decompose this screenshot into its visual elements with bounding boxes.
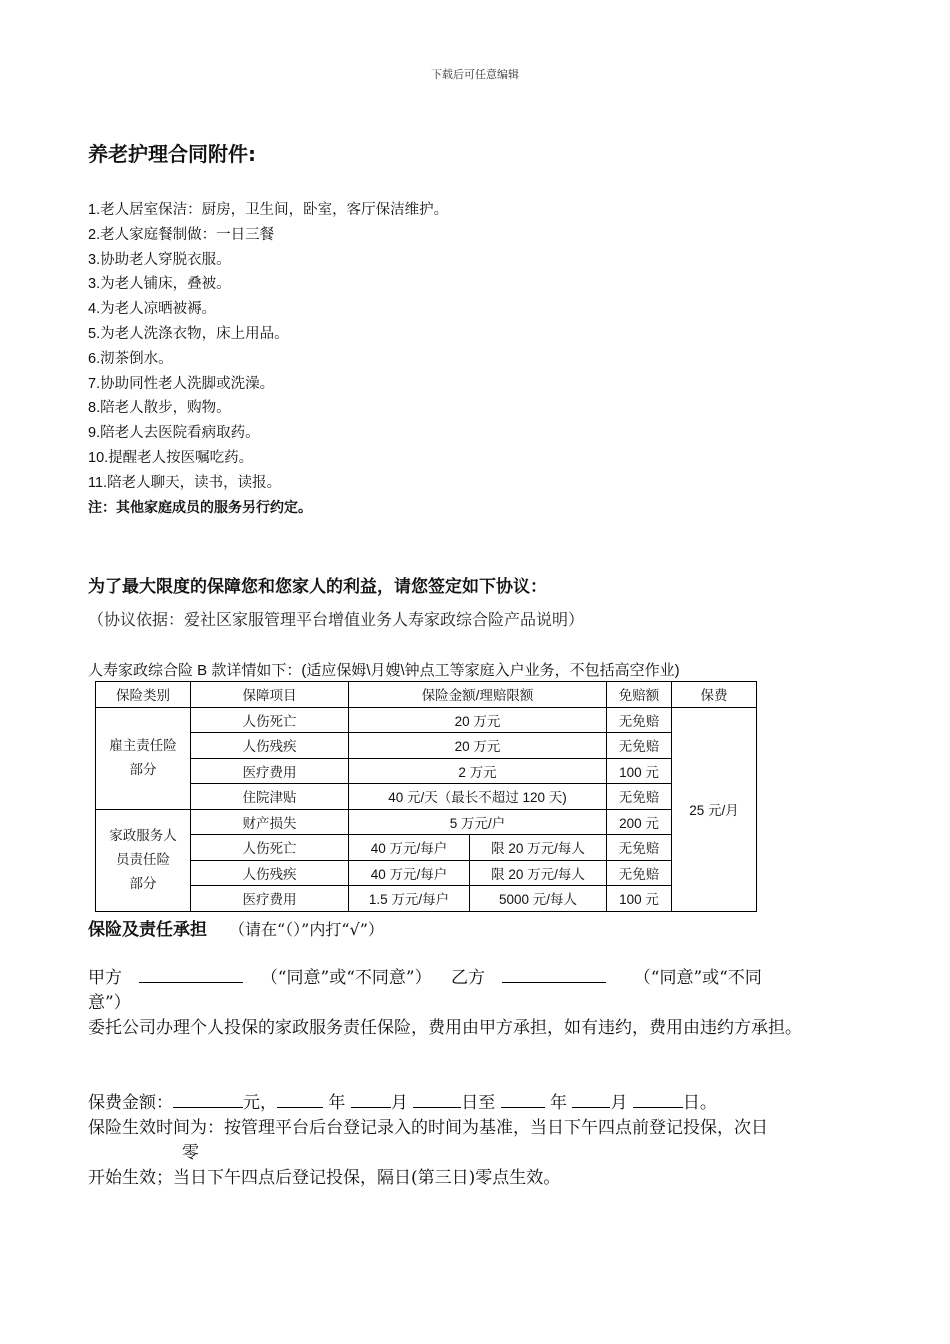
list-item: 9.陪老人去医院看病取药。	[88, 425, 260, 442]
list-item: 7.协助同性老人洗脚或洗澡。	[88, 375, 275, 392]
category-cell: 雇主责任险 部分	[96, 707, 191, 809]
table-row	[96, 835, 757, 861]
table-cell: 无免赔	[607, 784, 672, 810]
table-row	[96, 707, 757, 733]
end-year-blank[interactable]	[501, 1091, 545, 1108]
list-item: 3.为老人铺床，叠被。	[88, 276, 231, 293]
amount-blank[interactable]	[173, 1091, 243, 1108]
section-title-text: 保险及责任承担	[88, 920, 207, 940]
table-row	[96, 886, 757, 912]
table-row	[96, 809, 757, 835]
party-a-consent: （“同意”或“不同意”）	[260, 968, 432, 988]
header-cell: 免赔额	[607, 682, 672, 708]
party-b-blank[interactable]	[502, 966, 606, 983]
section-instruction: （请在“（）”内打“√”）	[229, 920, 384, 939]
table-row	[96, 784, 757, 810]
table-cell: 100 元	[607, 886, 672, 912]
list-item: 4.为老人凉晒被褥。	[88, 301, 217, 318]
effective-time-line-2: 开始生效；当日下午四点后登记投保，隔日(第三日)零点生效。	[88, 1168, 561, 1188]
table-cell: 人伤死亡	[191, 707, 349, 733]
end-day-blank[interactable]	[633, 1091, 683, 1108]
note-text: 注：其他家庭成员的服务另行约定。	[88, 499, 312, 516]
commission-text: 委托公司办理个人投保的家政服务责任保险，费用由甲方承担，如有违约，费用由违约方承担。	[88, 1018, 802, 1038]
table-cell: 医疗费用	[191, 758, 349, 784]
table-cell: 人伤残疾	[191, 733, 349, 759]
table-row	[96, 860, 757, 886]
table-cell: 40 万元/每户	[349, 835, 470, 861]
start-day-blank[interactable]	[413, 1091, 461, 1108]
table-cell: 40 万元/每户	[349, 860, 470, 886]
list-item: 3.协助老人穿脱衣服。	[88, 251, 231, 268]
table-row	[96, 758, 757, 784]
table-cell: 20 万元	[349, 733, 607, 759]
document-title: 养老护理合同附件:	[88, 142, 256, 166]
list-item: 6.沏茶倒水。	[88, 350, 173, 367]
party-b-consent-cont: 意”）	[88, 993, 131, 1013]
list-item: 5.为老人洗涤衣物，床上用品。	[88, 325, 289, 342]
table-cell: 5 万元/户	[349, 809, 607, 835]
section-title	[88, 915, 384, 940]
insurance-table	[95, 681, 757, 912]
party-b-label: 乙方	[450, 968, 485, 988]
page-header: 下载后可任意编辑	[431, 68, 519, 81]
year-label-2: 年	[550, 1093, 568, 1113]
agreement-heading: 为了最大限度的保障您和您家人的利益，请您签定如下协议：	[88, 577, 547, 597]
table-cell: 人伤残疾	[191, 860, 349, 886]
list-item: 1.老人居室保洁：厨房，卫生间，卧室，客厅保洁维护。	[88, 202, 449, 218]
effective-time-line	[88, 1116, 864, 1166]
month-label-2: 月	[610, 1093, 628, 1113]
table-cell: 住院津贴	[191, 784, 349, 810]
start-year-blank[interactable]	[277, 1091, 323, 1108]
premium-cell: 25 元/月	[672, 707, 757, 911]
table-cell: 20 万元	[349, 707, 607, 733]
table-cell: 医疗费用	[191, 886, 349, 912]
list-item: 2.老人家庭餐制做：一日三餐	[88, 226, 275, 243]
table-cell: 无免赔	[607, 707, 672, 733]
end-month-blank[interactable]	[572, 1091, 610, 1108]
year-label: 年	[328, 1093, 346, 1113]
table-cell: 2 万元	[349, 758, 607, 784]
category-cell: 家政服务人 员责任险 部分	[96, 809, 191, 911]
party-b-consent: （“同意”或“不同	[633, 968, 762, 988]
table-cell: 财产损失	[191, 809, 349, 835]
party-consent-line	[88, 966, 864, 1016]
premium-label: 保费金额：	[88, 1093, 173, 1113]
premium-amount-line	[88, 1091, 864, 1116]
party-a-label: 甲方	[88, 968, 122, 988]
start-month-blank[interactable]	[351, 1091, 391, 1108]
list-item: 11.陪老人聊天，读书，读报。	[88, 474, 282, 491]
table-cell: 5000 元/每人	[470, 886, 607, 912]
table-cell: 无免赔	[607, 860, 672, 886]
yuan-label: 元，	[243, 1093, 277, 1113]
effective-text-1: 保险生效时间为：按管理平台后台登记录入的时间为基准，当日下午四点前登记投保，次日	[88, 1118, 768, 1138]
table-row	[96, 733, 757, 759]
day-end-label: 日。	[682, 1093, 717, 1113]
table-cell: 无免赔	[607, 733, 672, 759]
agreement-basis: （协议依据：爱社区家服管理平台增值业务人寿家政综合险产品说明）	[88, 610, 585, 629]
day-to-label: 日至	[461, 1093, 496, 1113]
table-cell: 100 元	[607, 758, 672, 784]
header-cell: 保费	[672, 682, 757, 708]
table-cell: 限 20 万元/每人	[470, 860, 607, 886]
table-caption: 人寿家政综合险 B 款详情如下：(适应保姆\月嫂\钟点工等家庭入户业务，不包括高空作业)	[88, 662, 680, 679]
effective-text-1b: 零	[182, 1143, 199, 1163]
table-cell: 40 元/天（最长不超过 120 天)	[349, 784, 607, 810]
table-header-row	[96, 682, 757, 708]
party-a-blank[interactable]	[139, 966, 243, 983]
month-label: 月	[390, 1093, 408, 1113]
header-cell: 保险金额/理赔限额	[349, 682, 607, 708]
service-list	[88, 198, 448, 520]
table-cell: 无免赔	[607, 835, 672, 861]
header-cell: 保障项目	[191, 682, 349, 708]
table-cell: 1.5 万元/每户	[349, 886, 470, 912]
table-cell: 200 元	[607, 809, 672, 835]
list-item: 10.提醒老人按医嘱吃药。	[88, 449, 254, 466]
header-cell: 保险类别	[96, 682, 191, 708]
table-cell: 限 20 万元/每人	[470, 835, 607, 861]
table-cell: 人伤死亡	[191, 835, 349, 861]
list-item: 8.陪老人散步，购物。	[88, 400, 231, 417]
